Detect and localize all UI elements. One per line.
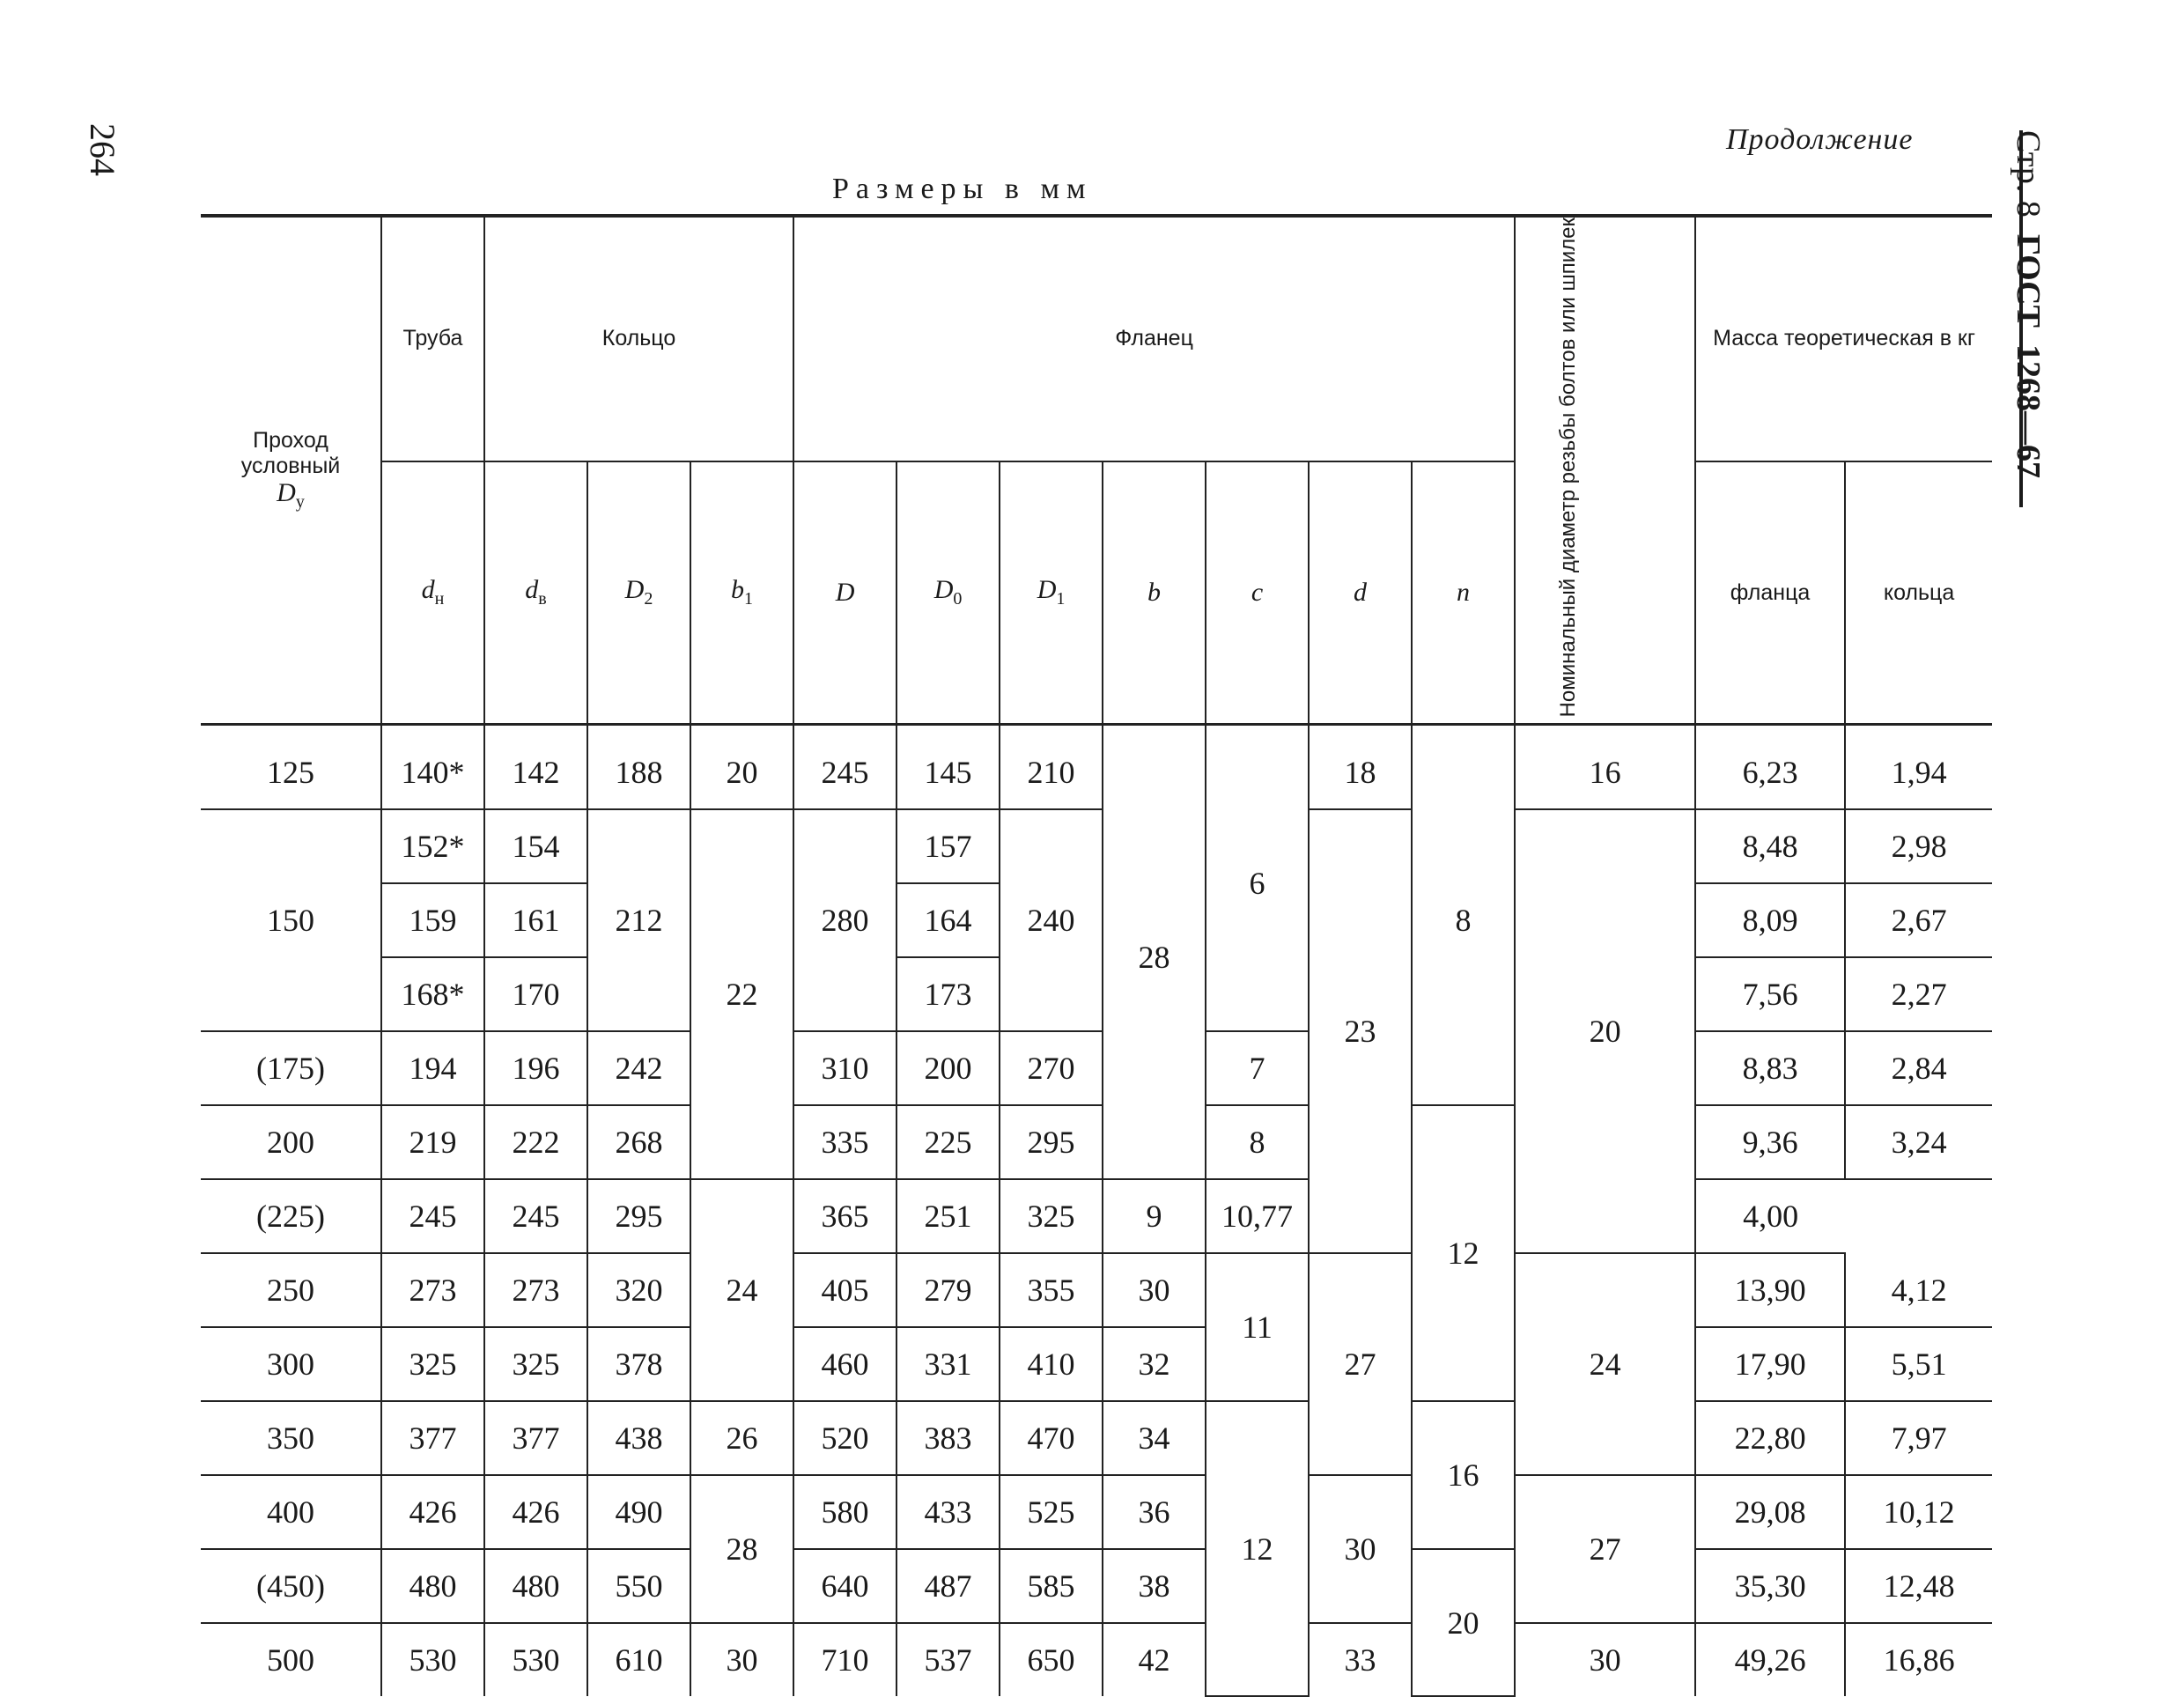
cell-D1: 295 (1000, 1105, 1103, 1179)
cell-mass-ring: 10,12 (1845, 1475, 1992, 1549)
table-row (201, 809, 1992, 883)
cell-dy: (175) (201, 1031, 381, 1105)
cell-D: 405 (793, 1253, 896, 1327)
cell-D: 580 (793, 1475, 896, 1549)
page-number: 264 (83, 123, 122, 176)
cell-b: 30 (1103, 1253, 1206, 1327)
side-header (2009, 130, 2048, 478)
cell-dv: 377 (484, 1401, 587, 1475)
cell-dv: 142 (484, 736, 587, 809)
cell-b: 38 (1103, 1549, 1206, 1623)
cell-D: 280 (793, 809, 896, 1031)
cell-mass-ring: 12,48 (1845, 1549, 1992, 1623)
cell-mass-flange: 6,23 (1695, 736, 1845, 809)
cell-d: 18 (1309, 736, 1412, 809)
cell-mass-flange: 8,83 (1695, 1031, 1845, 1105)
cell-dv: 222 (484, 1105, 587, 1179)
cell-d: 30 (1309, 1475, 1412, 1623)
cell-D2: 378 (587, 1327, 690, 1401)
cell-D0: 200 (896, 1031, 1000, 1105)
cell-D0: 225 (896, 1105, 1000, 1179)
table-row (201, 1253, 1992, 1327)
cell-mass-ring: 4,00 (1695, 1179, 1845, 1253)
cell-D1: 355 (1000, 1253, 1103, 1327)
cell-D1: 270 (1000, 1031, 1103, 1105)
cell-dy: (225) (201, 1179, 381, 1253)
cell-dy: 400 (201, 1475, 381, 1549)
cell-D2: 550 (587, 1549, 690, 1623)
header-c: c (1206, 461, 1309, 725)
cell-D1: 470 (1000, 1401, 1103, 1475)
header-mass-ring: кольца (1845, 461, 1992, 725)
cell-D1: 585 (1000, 1549, 1103, 1623)
cell-n: 12 (1412, 1105, 1515, 1401)
cell-mass-flange: 7,56 (1695, 957, 1845, 1031)
continuation-label: Продолжение (1726, 123, 1914, 156)
cell-thread: 30 (1515, 1623, 1695, 1696)
cell-dn: 273 (381, 1253, 484, 1327)
cell-b: 42 (1103, 1623, 1206, 1696)
cell-mass-ring: 16,86 (1845, 1623, 1992, 1696)
cell-D0: 487 (896, 1549, 1000, 1623)
cell-mass-ring: 4,12 (1845, 1253, 1992, 1327)
cell-dn: 426 (381, 1475, 484, 1549)
cell-d: 33 (1309, 1623, 1412, 1696)
cell-mass-ring: 2,67 (1845, 883, 1992, 957)
header-passage-label: Проход условный (240, 427, 341, 478)
cell-dv: 196 (484, 1031, 587, 1105)
cell-D1: 210 (1000, 736, 1103, 809)
cell-D2: 268 (587, 1105, 690, 1179)
cell-D: 245 (793, 736, 896, 809)
header-dv: $d_в$ (484, 461, 587, 725)
cell-dn: 219 (381, 1105, 484, 1179)
cell-D1: 650 (1000, 1623, 1103, 1696)
header-D2: $D_2$ (587, 461, 690, 725)
table-row (201, 1475, 1992, 1549)
cell-dn: 194 (381, 1031, 484, 1105)
cell-dv: 161 (484, 883, 587, 957)
cell-dy: 300 (201, 1327, 381, 1401)
header-mass: Масса теоретическая в кг (1695, 216, 1992, 461)
cell-b: 34 (1103, 1401, 1206, 1475)
header-thread-label: Номинальный диаметр резьбы болтов или шпилек (1555, 218, 1580, 718)
cell-D: 335 (793, 1105, 896, 1179)
header-passage (201, 216, 381, 725)
cell-dv: 245 (484, 1179, 587, 1253)
cell-D1: 240 (1000, 809, 1103, 1031)
header-D1: $D_1$ (1000, 461, 1103, 725)
cell-b1: 28 (690, 1475, 793, 1623)
cell-b1: 22 (690, 809, 793, 1179)
cell-d: 27 (1309, 1253, 1412, 1475)
cell-dn: 159 (381, 883, 484, 957)
cell-D2: 188 (587, 736, 690, 809)
header-b1: $b_1$ (690, 461, 793, 725)
cell-dy: 150 (201, 809, 381, 1031)
table-row (201, 1623, 1992, 1696)
cell-D2: 242 (587, 1031, 690, 1105)
cell-D2: 320 (587, 1253, 690, 1327)
header-n: n (1412, 461, 1515, 725)
cell-D2: 438 (587, 1401, 690, 1475)
cell-d: 23 (1309, 809, 1412, 1253)
cell-dv: 325 (484, 1327, 587, 1401)
header-dn: $d_н$ (381, 461, 484, 725)
cell-mass-ring: 7,97 (1845, 1401, 1992, 1475)
cell-dn: 377 (381, 1401, 484, 1475)
header-b: b (1103, 461, 1206, 725)
cell-dv: 154 (484, 809, 587, 883)
cell-dy: 125 (201, 736, 381, 809)
cell-mass-flange: 17,90 (1695, 1327, 1845, 1401)
cell-D1: 325 (1000, 1179, 1103, 1253)
cell-D2: 490 (587, 1475, 690, 1549)
cell-b1: 20 (690, 736, 793, 809)
cell-dn: 530 (381, 1623, 484, 1696)
header-thread (1515, 216, 1695, 725)
cell-dv: 530 (484, 1623, 587, 1696)
table-row (201, 736, 1992, 809)
cell-b: 28 (1103, 736, 1206, 1179)
header-mass-flange: фланца (1695, 461, 1845, 725)
cell-mass-flange: 49,26 (1695, 1623, 1845, 1696)
cell-D: 520 (793, 1401, 896, 1475)
side-standard-number: 1268—67 (2010, 343, 2047, 478)
cell-mass-ring: 5,51 (1845, 1327, 1992, 1401)
cell-D: 310 (793, 1031, 896, 1105)
cell-c: 9 (1103, 1179, 1206, 1253)
cell-b1: 26 (690, 1401, 793, 1475)
cell-mass-ring: 2,98 (1845, 809, 1992, 883)
cell-n: 16 (1412, 1401, 1515, 1549)
cell-D0: 383 (896, 1401, 1000, 1475)
cell-dn: 140* (381, 736, 484, 809)
cell-dn: 245 (381, 1179, 484, 1253)
header-pipe: Труба (381, 216, 484, 461)
cell-c: 11 (1206, 1253, 1309, 1401)
cell-mass-flange: 10,77 (1206, 1179, 1309, 1253)
cell-c: 7 (1206, 1031, 1309, 1105)
cell-D0: 157 (896, 809, 1000, 883)
cell-b1: 30 (690, 1623, 793, 1696)
cell-D0: 537 (896, 1623, 1000, 1696)
cell-mass-flange: 8,09 (1695, 883, 1845, 957)
cell-dv: 480 (484, 1549, 587, 1623)
cell-mass-flange: 9,36 (1695, 1105, 1845, 1179)
cell-D2: 295 (587, 1179, 690, 1253)
cell-D1: 410 (1000, 1327, 1103, 1401)
cell-dy: 350 (201, 1401, 381, 1475)
units-caption: Размеры в мм (832, 173, 1093, 205)
table-row (201, 1327, 1992, 1401)
cell-n: 8 (1412, 736, 1515, 1105)
cell-mass-ring: 3,24 (1845, 1105, 1992, 1179)
cell-mass-ring: 2,27 (1845, 957, 1992, 1031)
cell-D0: 164 (896, 883, 1000, 957)
cell-mass-flange: 29,08 (1695, 1475, 1845, 1549)
table-row (201, 1179, 1992, 1253)
cell-dn: 152* (381, 809, 484, 883)
header-flange: Фланец (793, 216, 1515, 461)
table-row (201, 1031, 1992, 1105)
cell-dy: (450) (201, 1549, 381, 1623)
cell-b1: 24 (690, 1179, 793, 1401)
cell-n: 20 (1412, 1549, 1515, 1696)
cell-c: 6 (1206, 736, 1309, 1031)
cell-D0: 173 (896, 957, 1000, 1031)
cell-D0: 433 (896, 1475, 1000, 1549)
dimensions-table (201, 214, 1992, 1697)
cell-mass-ring: 2,84 (1845, 1031, 1992, 1105)
side-standard-code: ГОСТ (2010, 233, 2047, 328)
cell-D2: 610 (587, 1623, 690, 1696)
cell-D0: 331 (896, 1327, 1000, 1401)
cell-thread: 16 (1515, 736, 1695, 809)
cell-D0: 279 (896, 1253, 1000, 1327)
cell-dn: 168* (381, 957, 484, 1031)
header-passage-symbol: $D_у$ (277, 478, 305, 513)
cell-b: 32 (1103, 1327, 1206, 1401)
header-d: d (1309, 461, 1412, 725)
header-D: D (793, 461, 896, 725)
cell-mass-ring: 1,94 (1845, 736, 1992, 809)
cell-mass-flange: 8,48 (1695, 809, 1845, 883)
table-row (201, 1105, 1992, 1179)
cell-dv: 273 (484, 1253, 587, 1327)
cell-dy: 500 (201, 1623, 381, 1696)
table-row (201, 1401, 1992, 1475)
cell-thread: 20 (1515, 809, 1695, 1253)
side-page-ref: Стр. 8 (2010, 130, 2047, 218)
cell-dv: 170 (484, 957, 587, 1031)
cell-mass-flange: 13,90 (1695, 1253, 1845, 1327)
cell-dn: 480 (381, 1549, 484, 1623)
cell-D0: 251 (896, 1179, 1000, 1253)
cell-mass-flange: 35,30 (1695, 1549, 1845, 1623)
cell-dy: 200 (201, 1105, 381, 1179)
cell-thread: 24 (1515, 1253, 1695, 1475)
cell-thread: 27 (1515, 1475, 1695, 1623)
cell-dy: 250 (201, 1253, 381, 1327)
cell-D: 640 (793, 1549, 896, 1623)
cell-D: 710 (793, 1623, 896, 1696)
cell-D1: 525 (1000, 1475, 1103, 1549)
header-ring: Кольцо (484, 216, 793, 461)
cell-D2: 212 (587, 809, 690, 1031)
cell-D0: 145 (896, 736, 1000, 809)
cell-c: 12 (1206, 1401, 1309, 1696)
cell-b: 36 (1103, 1475, 1206, 1549)
cell-mass-flange: 22,80 (1695, 1401, 1845, 1475)
cell-D: 460 (793, 1327, 896, 1401)
table-row (201, 1549, 1992, 1623)
header-D0: $D_0$ (896, 461, 1000, 725)
cell-c: 8 (1206, 1105, 1309, 1179)
cell-dv: 426 (484, 1475, 587, 1549)
cell-D: 365 (793, 1179, 896, 1253)
cell-dn: 325 (381, 1327, 484, 1401)
